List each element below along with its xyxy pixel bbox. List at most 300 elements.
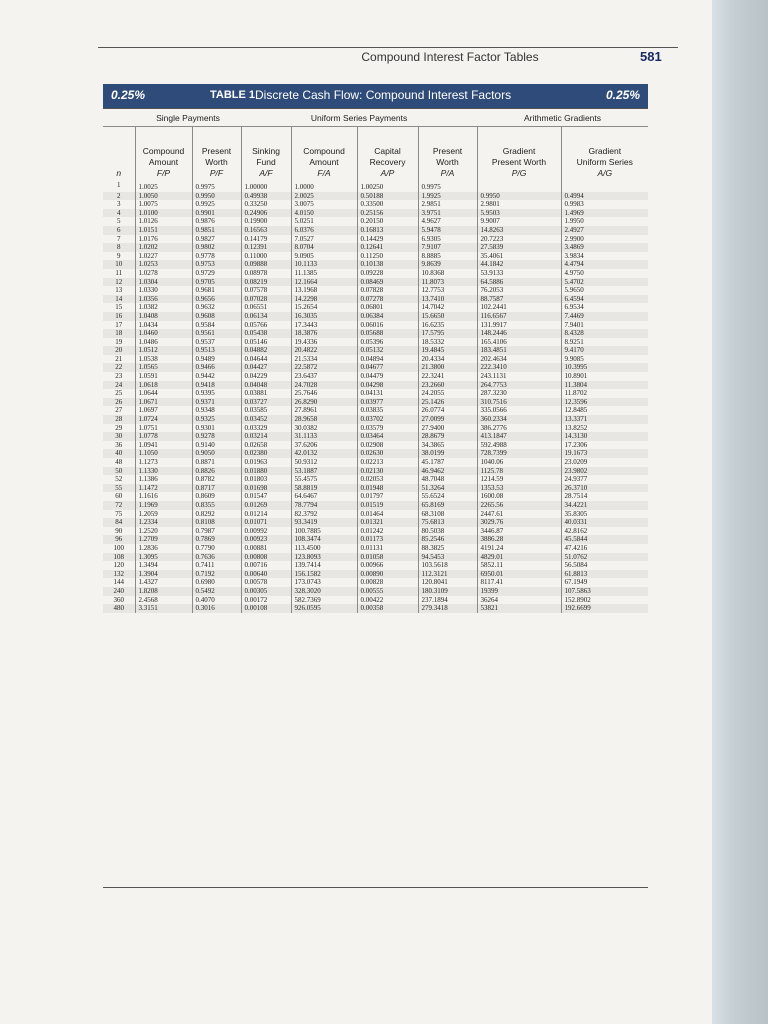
factor-cell: 24.9377: [561, 475, 648, 484]
factor-cell: 1.0050: [135, 192, 192, 201]
factor-cell: 21.5334: [291, 355, 357, 364]
column-header-l2: Recovery: [369, 157, 406, 167]
factor-cell: 1.9950: [561, 217, 648, 226]
table-title: Discrete Cash Flow: Compound Interest Factors: [255, 88, 512, 102]
factor-cell: 17.3443: [291, 321, 357, 330]
factor-cell: 5.9650: [561, 286, 648, 295]
column-header-l1: Compound: [142, 146, 185, 156]
period-cell: 2: [103, 192, 135, 201]
table-row: [103, 596, 648, 605]
factor-cell: 0.14429: [357, 235, 418, 244]
table-row: [103, 458, 648, 467]
factor-cell: 42.8162: [561, 527, 648, 536]
factor-cell: 1.1616: [135, 492, 192, 501]
factor-cell: 30.0382: [291, 424, 357, 433]
table-row: [103, 432, 648, 441]
factor-cell: 108.3474: [291, 535, 357, 544]
factor-cell: 0.09228: [357, 269, 418, 278]
period-cell: 24: [103, 381, 135, 390]
column-header-sym: F/A: [317, 168, 331, 178]
factor-cell: 0.6980: [192, 578, 241, 587]
period-cell: 6: [103, 226, 135, 235]
factor-cell: 11.8702: [561, 389, 648, 398]
column-header-6: [418, 127, 477, 180]
factor-cell: 0.00808: [241, 553, 291, 562]
factor-cell: 173.0743: [291, 578, 357, 587]
period-cell: 15: [115, 303, 123, 312]
table-row: [103, 217, 648, 226]
period-cell: 108: [103, 553, 135, 562]
table-row: [103, 235, 648, 244]
factor-cell: 0.04894: [357, 355, 418, 364]
factor-cell: 0.9348: [192, 406, 241, 415]
factor-cell: 0.01803: [241, 475, 291, 484]
column-header-2: [192, 127, 241, 180]
column-header-5: [357, 127, 418, 180]
factor-cell: 0.01058: [357, 553, 418, 562]
column-header-sym: P/G: [511, 168, 527, 178]
factor-cell: 0.08469: [357, 278, 418, 287]
table-row: [103, 179, 648, 192]
table-row: [103, 424, 648, 433]
period-cell: 19: [115, 337, 123, 346]
factor-cell: 0.8717: [192, 484, 241, 493]
factor-cell: 0.33500: [357, 200, 418, 209]
factor-cell: 183.4851: [477, 346, 561, 355]
column-header-l2: Amount: [148, 157, 179, 167]
table-row: [103, 406, 648, 415]
factor-cell: 23.0209: [561, 458, 648, 467]
factor-cell: 0.9513: [192, 346, 241, 355]
table-row: [103, 587, 648, 596]
table-label: TABLE 1: [210, 89, 256, 101]
table-row: [103, 286, 648, 295]
factor-cell: 107.5863: [561, 587, 648, 596]
factor-cell: 27.5839: [477, 243, 561, 252]
factor-cell: 0.9442: [192, 372, 241, 381]
factor-cell: 1.0304: [135, 278, 192, 287]
table-row: [103, 484, 648, 493]
factor-cell: 1.1472: [135, 484, 192, 493]
group-header-row: [103, 110, 648, 127]
factor-cell: 67.1949: [561, 578, 648, 587]
factor-cell: 0.07278: [357, 295, 418, 304]
table-row: [103, 329, 648, 338]
table-row: [103, 192, 648, 201]
factor-cell: 1.0382: [135, 303, 192, 312]
factor-cell: 19.4336: [291, 338, 357, 347]
factor-cell: 0.7411: [192, 561, 241, 570]
factor-cell: 1.2520: [135, 527, 192, 536]
table-row: [103, 260, 648, 269]
factor-cell: 1.1386: [135, 475, 192, 484]
period-cell: 25: [115, 389, 123, 398]
table-row: [103, 312, 648, 321]
factor-cell: 100.7885: [291, 527, 357, 536]
factor-cell: 4191.24: [477, 544, 561, 553]
period-cell: 96: [103, 535, 135, 544]
factor-cell: 1.0751: [135, 424, 192, 433]
period-cell: 14: [103, 295, 135, 304]
factor-cell: 0.16813: [357, 226, 418, 235]
factor-cell: 1353.53: [477, 484, 561, 493]
period-cell: 50: [103, 467, 135, 476]
factor-cell: 0.01131: [357, 544, 418, 553]
factor-cell: 0.9584: [192, 321, 241, 330]
factor-cell: 2.4927: [561, 226, 648, 235]
table-row: [103, 527, 648, 536]
column-header-sym: A/F: [259, 168, 273, 178]
factor-cell: 0.7869: [192, 535, 241, 544]
factor-cell: 1214.59: [477, 475, 561, 484]
factor-cell: 88.3825: [418, 544, 477, 553]
factor-cell: 131.9917: [477, 321, 561, 330]
factor-cell: 0.01242: [357, 527, 418, 536]
table-row: [103, 510, 648, 519]
factor-cell: 13.3371: [561, 415, 648, 424]
period-cell: 12: [103, 278, 135, 287]
factor-cell: 26.3710: [561, 484, 648, 493]
factor-cell: 3029.76: [477, 518, 561, 527]
period-cell: 1: [117, 181, 121, 189]
period-cell: 17: [115, 320, 123, 329]
factor-cell: 0.9753: [192, 260, 241, 269]
factor-cell: 0.07828: [357, 286, 418, 295]
factor-cell: 20.4822: [291, 346, 357, 355]
period-cell: 28: [103, 415, 135, 424]
factor-cell: 51.0762: [561, 553, 648, 562]
factor-cell: 0.9371: [192, 398, 241, 407]
factor-cell: 6.4594: [561, 295, 648, 304]
period-cell: 36: [115, 440, 123, 449]
factor-cell: 0.05132: [357, 346, 418, 355]
factor-cell: 8.0704: [291, 243, 357, 252]
factor-cell: 0.04479: [357, 372, 418, 381]
factor-cell: 0.9418: [192, 381, 241, 390]
factor-cell: 0.11000: [241, 252, 291, 261]
column-header-sym: A/P: [380, 168, 395, 178]
factor-cell: 1.0253: [135, 260, 192, 269]
factor-cell: 0.04048: [241, 381, 291, 390]
factor-cell: 0.16563: [241, 226, 291, 235]
factor-cell: 13.8252: [561, 424, 648, 433]
factor-cell: 1.0025: [135, 179, 192, 192]
factor-cell: 61.8813: [561, 570, 648, 579]
factor-cell: 0.9561: [192, 329, 241, 338]
table-row: [103, 346, 648, 355]
factor-cell: 24.7028: [291, 381, 357, 390]
period-cell: 72: [103, 501, 135, 510]
factor-cell: 0.05688: [357, 329, 418, 338]
factor-cell: 0.03585: [241, 406, 291, 415]
column-header-l1: Compound: [303, 146, 345, 156]
factor-cell: 64.5886: [477, 278, 561, 287]
column-header-sym: n: [116, 168, 122, 178]
table-row: [103, 544, 648, 553]
factor-cell: 310.7516: [477, 398, 561, 407]
factor-cell: 94.5453: [418, 553, 477, 562]
factor-cell: 19.1673: [561, 449, 648, 458]
factor-cell: 1.0618: [135, 381, 192, 390]
table-row: [103, 303, 648, 312]
factor-cell: 14.2298: [291, 295, 357, 304]
factor-cell: 1.1330: [135, 467, 192, 476]
factor-cell: 9.8639: [418, 260, 477, 269]
factor-cell: 0.14179: [241, 235, 291, 244]
factor-cell: 0.19900: [241, 217, 291, 226]
factor-cell: 0.00828: [357, 578, 418, 587]
factor-cell: 5.9478: [418, 226, 477, 235]
table-row: [103, 561, 648, 570]
factor-cell: 0.9950: [477, 192, 561, 201]
factor-cell: 9.0905: [291, 252, 357, 261]
column-header-l1: Present: [201, 146, 232, 156]
factor-cell: 11.3804: [561, 381, 648, 390]
factor-cell: 0.07578: [241, 286, 291, 295]
factor-cell: 139.7414: [291, 561, 357, 570]
factor-cell: 10.8901: [561, 372, 648, 381]
factor-cell: 0.9950: [192, 192, 241, 201]
factor-cell: 2265.56: [477, 501, 561, 510]
factor-cell: 5.0251: [291, 217, 357, 226]
factor-cell: 0.9537: [192, 338, 241, 347]
factor-cell: 6950.01: [477, 570, 561, 579]
table-row: [103, 355, 648, 364]
factor-cell: 0.9681: [192, 286, 241, 295]
factor-cell: 1.0176: [135, 235, 192, 244]
factor-cell: 413.1847: [477, 432, 561, 441]
factor-cell: 328.3020: [291, 587, 357, 596]
period-cell: 3: [117, 200, 121, 209]
factor-cell: 0.02213: [357, 458, 418, 467]
factor-cell: 53.9133: [477, 269, 561, 278]
factor-cell: 0.9802: [192, 243, 241, 252]
factor-cell: 0.9140: [192, 441, 241, 450]
factor-cell: 20.7223: [477, 235, 561, 244]
factor-cell: 4.9750: [561, 269, 648, 278]
factor-cell: 47.4216: [561, 544, 648, 553]
factor-cell: 11.1385: [291, 269, 357, 278]
factor-cell: 1.3494: [135, 561, 192, 570]
factor-cell: 0.05146: [241, 338, 291, 347]
table-row: [103, 578, 648, 587]
factor-cell: 0.9901: [192, 209, 241, 218]
period-cell: 48: [115, 458, 123, 466]
factor-cell: 0.04298: [357, 381, 418, 390]
factor-cell: 0.01269: [241, 501, 291, 510]
factor-cell: 19399: [477, 587, 561, 596]
factor-cell: 0.7636: [192, 553, 241, 562]
factor-cell: 1.0512: [135, 346, 192, 355]
factor-cell: 1.0278: [135, 269, 192, 278]
period-cell: 10: [103, 260, 135, 269]
table-row: [103, 604, 648, 613]
period-cell: 11: [115, 268, 123, 277]
factor-cell: 0.03579: [357, 424, 418, 433]
factor-cell: 2.0025: [291, 192, 357, 201]
factor-cell: 0.01464: [357, 510, 418, 519]
table-row: [103, 252, 648, 261]
factor-cell: 582.7369: [291, 596, 357, 605]
factor-cell: 3.3151: [135, 604, 192, 613]
factor-cell: 18.3876: [291, 329, 357, 338]
period-cell: 84: [103, 518, 135, 527]
factor-cell: 0.9851: [192, 226, 241, 235]
factor-cell: 8.8885: [418, 252, 477, 261]
factor-cell: 9.4170: [561, 346, 648, 355]
factor-cell: 0.9301: [192, 424, 241, 433]
column-header-l2: Present Worth: [491, 157, 547, 167]
header-rule: [98, 47, 678, 48]
factor-cell: 9.9085: [561, 355, 648, 364]
factor-cell: 7.4469: [561, 312, 648, 321]
factor-cell: 0.00716: [241, 561, 291, 570]
factor-cell: 0.03702: [357, 415, 418, 424]
factor-cell: 0.08219: [241, 278, 291, 287]
factor-cell: 7.9401: [561, 321, 648, 330]
factor-cell: 0.01071: [241, 518, 291, 527]
factor-cell: 0.04427: [241, 363, 291, 372]
factor-cell: 38.0199: [418, 449, 477, 458]
factor-cell: 0.9778: [192, 252, 241, 261]
factor-cell: 78.7794: [291, 501, 357, 510]
factor-cell: 0.9489: [192, 355, 241, 364]
factor-cell: 287.3230: [477, 389, 561, 398]
factor-cell: 1.0000: [291, 179, 357, 192]
factor-cell: 1.3904: [135, 570, 192, 579]
factor-cell: 3.0075: [291, 200, 357, 209]
factor-cell: 0.8782: [192, 475, 241, 484]
factor-cell: 1.8208: [135, 587, 192, 596]
factor-cell: 0.8609: [192, 492, 241, 501]
factor-cell: 10.8368: [418, 269, 477, 278]
factor-cell: 0.03214: [241, 432, 291, 441]
period-cell: 90: [115, 526, 123, 535]
factor-cell: 7.9107: [418, 243, 477, 252]
factor-cell: 1.4327: [135, 578, 192, 587]
factor-cell: 5.9503: [477, 209, 561, 218]
factor-cell: 20.4334: [418, 355, 477, 364]
factor-cell: 27.8961: [291, 406, 357, 415]
factor-cell: 82.3792: [291, 510, 357, 519]
factor-cell: 113.4500: [291, 544, 357, 553]
factor-cell: 93.3419: [291, 518, 357, 527]
column-header-7: [477, 127, 561, 180]
table-row: [103, 209, 648, 218]
factor-cell: 6.9305: [418, 235, 477, 244]
factor-cell: 0.01698: [241, 484, 291, 493]
table-row: [103, 467, 648, 476]
period-cell: 9: [117, 251, 121, 260]
factor-cell: 0.24906: [241, 209, 291, 218]
period-cell: 52: [115, 475, 123, 484]
column-header-3: [241, 127, 291, 180]
factor-cell: 1600.08: [477, 492, 561, 501]
column-header-l2: Uniform Series: [576, 157, 633, 167]
page-edge: [712, 0, 768, 1024]
column-header-8: [561, 127, 648, 180]
factor-cell: 103.5618: [418, 561, 477, 570]
factor-cell: 0.00422: [357, 596, 418, 605]
column-header-l2: Fund: [256, 157, 276, 167]
factor-cell: 116.6567: [477, 312, 561, 321]
factor-cell: [477, 179, 561, 192]
factor-cell: 85.2546: [418, 535, 477, 544]
factor-cell: 0.08978: [241, 269, 291, 278]
factor-cell: 148.2446: [477, 329, 561, 338]
factor-cell: 17.2306: [561, 441, 648, 450]
factor-cell: 13.7410: [418, 295, 477, 304]
factor-cell: 0.02053: [357, 475, 418, 484]
factor-cell: 0.00966: [357, 561, 418, 570]
table-row: [103, 381, 648, 390]
factor-cell: 279.3418: [418, 604, 477, 613]
factor-cell: 15.2654: [291, 303, 357, 312]
factor-cell: 19.4845: [418, 346, 477, 355]
column-header-sym: P/F: [209, 168, 224, 178]
factor-cell: 28.8679: [418, 432, 477, 441]
column-header-l1: Sinking: [252, 146, 280, 156]
factor-cell: 0.7790: [192, 544, 241, 553]
group-uniform-series: Uniform Series Payments: [241, 110, 477, 127]
factor-cell: 6.0376: [291, 226, 357, 235]
factor-cell: 25.7646: [291, 389, 357, 398]
column-header-1: [135, 127, 192, 180]
factor-cell: 0.01948: [357, 484, 418, 493]
factor-cell: 23.2660: [418, 381, 477, 390]
table-row: [103, 243, 648, 252]
factor-cell: 53821: [477, 604, 561, 613]
factor-cell: 34.3865: [418, 441, 477, 450]
period-cell: 29: [115, 423, 123, 432]
factor-cell: 12.1664: [291, 278, 357, 287]
factor-cell: 0.01547: [241, 492, 291, 501]
factor-cell: 12.7753: [418, 286, 477, 295]
factor-cell: 152.8902: [561, 596, 648, 605]
factor-cell: 2447.61: [477, 510, 561, 519]
factor-cell: 0.25156: [357, 209, 418, 218]
factor-cell: 2.9900: [561, 235, 648, 244]
factor-cell: 3.9751: [418, 209, 477, 218]
table-row: [103, 338, 648, 347]
factor-cell: 1.00000: [241, 179, 291, 192]
factor-cell: 0.01519: [357, 501, 418, 510]
column-header-0: [103, 127, 135, 180]
page-number: 581: [640, 49, 662, 64]
factor-cell: 0.20150: [357, 217, 418, 226]
factor-cell: 5852.11: [477, 561, 561, 570]
table-row: [103, 200, 648, 209]
factor-cell: 28.7514: [561, 492, 648, 501]
factor-cell: 592.4988: [477, 441, 561, 450]
factor-cell: 237.1894: [418, 596, 477, 605]
column-header-sym: P/A: [440, 168, 455, 178]
column-header-l1: Present: [432, 146, 463, 156]
factor-cell: 17.5795: [418, 329, 477, 338]
factor-cell: 1.0538: [135, 355, 192, 364]
factor-cell: 23.6437: [291, 372, 357, 381]
factor-cell: 202.4634: [477, 355, 561, 364]
factor-cell: 12.3596: [561, 398, 648, 407]
column-header-l1: Gradient: [502, 146, 536, 156]
factor-cell: 0.9827: [192, 235, 241, 244]
table-banner: [103, 84, 648, 108]
factor-cell: 0.00555: [357, 587, 418, 596]
factor-cell: 0.09888: [241, 260, 291, 269]
period-cell: 40: [103, 449, 135, 458]
factor-cell: 3.4869: [561, 243, 648, 252]
group-arithmetic-gradients: Arithmetic Gradients: [477, 110, 648, 127]
